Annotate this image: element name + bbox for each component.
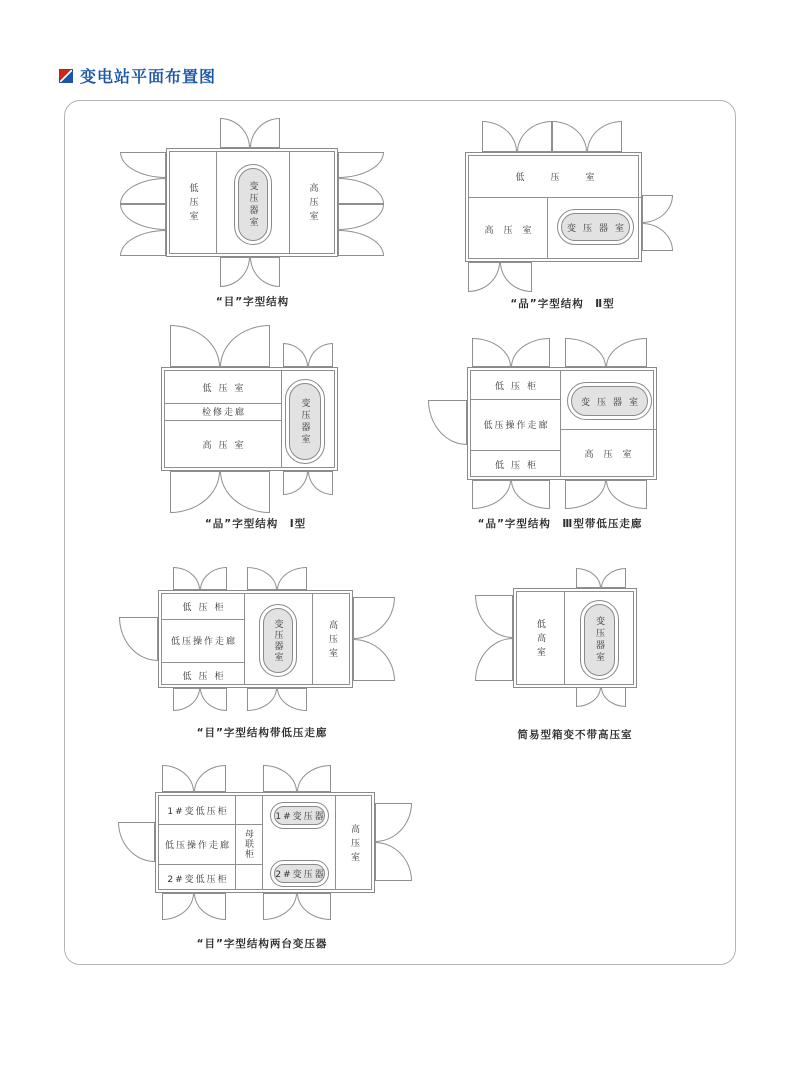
room-label: 低压操作走廊 [164, 840, 231, 851]
building-inner-frame [169, 151, 335, 254]
diagram-caption: “品”字型结构 Ⅲ型带低压走廊 [477, 518, 643, 530]
room-label: 变压器室 [580, 397, 645, 408]
building-outline [513, 588, 637, 688]
title-marker-icon [59, 69, 73, 83]
room-label: 1#变低压柜 [167, 806, 229, 817]
building-inner-frame [468, 155, 639, 259]
room-label: 1#变压器 [275, 812, 326, 822]
room-label: 低高室 [535, 619, 545, 661]
diagram-caption: “品”字型结构 Ⅱ型 [510, 298, 615, 310]
building-outline [161, 367, 338, 471]
room-label: 低压操作走廊 [483, 421, 550, 431]
page-title-bar [59, 64, 216, 87]
building-inner-frame [161, 593, 350, 685]
building-inner-frame [470, 370, 654, 477]
building-outline [467, 367, 657, 480]
building-inner-frame [164, 370, 335, 468]
transformer-oval [580, 600, 619, 680]
transformer-oval [557, 209, 634, 245]
diagram-caption: “目”字型结构两台变压器 [196, 938, 328, 950]
room-label: 高压室 [349, 823, 359, 866]
transformer-oval [234, 164, 272, 245]
room-label: 高压室 [584, 450, 642, 460]
building-outline [158, 590, 353, 688]
room-label: 低压室 [202, 383, 251, 394]
building-outline [166, 148, 338, 257]
diagram-caption: “目”字型结构 [215, 296, 290, 308]
room-label: 低压室 [187, 183, 198, 225]
room-label: 2#变压器 [275, 870, 326, 880]
diagram-caption: “品”字型结构 Ⅰ型 [204, 518, 307, 530]
room-label: 高压室 [484, 225, 542, 236]
transformer-oval [259, 604, 297, 677]
transformer-oval [270, 860, 329, 887]
room-label: 高压室 [307, 183, 318, 225]
room-label: 低压室 [515, 173, 621, 183]
building-inner-frame [158, 795, 372, 890]
room-label: 低压柜 [182, 671, 231, 682]
room-label: 高压室 [327, 620, 337, 662]
room-label: 检修走廊 [201, 408, 246, 418]
room-label: 母联柜 [243, 829, 253, 859]
room-label: 低压操作走廊 [170, 637, 237, 647]
room-label: 变压器室 [247, 180, 258, 229]
room-label: 变压器室 [272, 618, 283, 663]
building-outline [465, 152, 642, 262]
room-label: 变压器室 [566, 223, 631, 234]
building-inner-frame [516, 591, 634, 685]
room-label: 低压柜 [494, 460, 543, 471]
room-label: 变压器室 [299, 397, 310, 446]
room-label: 高压室 [202, 441, 251, 451]
diagram-caption: “目”字型结构带低压走廊 [196, 727, 328, 739]
room-label: 变压器室 [594, 616, 604, 664]
room-label: 2#变低压柜 [167, 875, 229, 885]
transformer-oval [285, 379, 325, 464]
room-label: 低压柜 [182, 603, 231, 613]
diagram-caption: 简易型箱变不带高压室 [517, 729, 633, 741]
room-label: 低压柜 [494, 381, 543, 392]
building-outline [155, 792, 375, 893]
page-title: 变电站平面布置图 [80, 67, 217, 86]
transformer-oval [270, 802, 329, 829]
transformer-oval [567, 382, 652, 420]
